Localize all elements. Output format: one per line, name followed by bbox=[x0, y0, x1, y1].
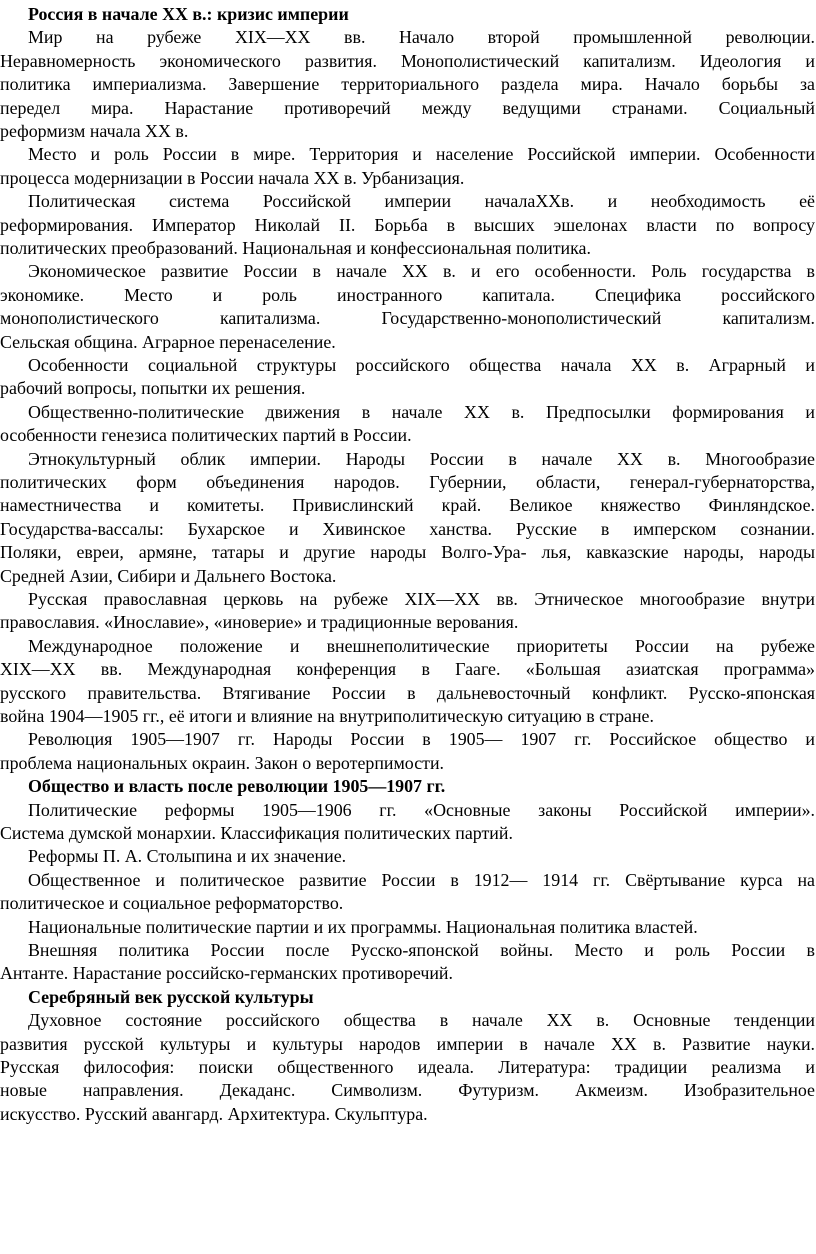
text-line: процесса модернизации в России начала XX в. Урбанизация. bbox=[0, 167, 465, 188]
text-line: монополистического капитализма. Государственно-монополистический капитализм. bbox=[0, 308, 815, 329]
text-line: Национальные политические партии и их программы. Национальная политика властей. bbox=[28, 916, 698, 937]
text-line: рабочий вопросы, попытки их решения. bbox=[0, 378, 306, 399]
text-line: Общественно-политические движения в начале XX в. Предпосылки формирования и bbox=[28, 401, 815, 422]
text-line: политических форм объединения народов. Губернии, области, генерал-губернаторства, bbox=[0, 472, 815, 492]
text-line: Русская философия: поиски общественного идеала. Литература: традиции реализма и bbox=[0, 1057, 815, 1077]
text-line: Мир на рубеже XIX—XX вв. Начало второй промышленной революции. bbox=[28, 27, 815, 48]
text-line: политика империализма. Завершение территориального раздела мира. Начало борьбы за bbox=[0, 74, 815, 95]
text-line: реформизм начала XX в. bbox=[0, 121, 189, 141]
text-line: Система думской монархии. Классификация политических партий. bbox=[0, 823, 513, 843]
text-line: искусство. Русский авангард. Архитектура. Скульптура. bbox=[0, 1103, 428, 1124]
text-line: экономике. Место и роль иностранного капитала. Специфика российского bbox=[0, 284, 815, 305]
text-line: Реформы П. А. Столыпина и их значение. bbox=[28, 846, 347, 867]
section-heading: Серебряный век русской культуры bbox=[28, 986, 314, 1007]
text-line: Антанте. Нарастание российско-германских противоречий. bbox=[0, 963, 453, 984]
text-line: особенности генезиса политических партий в России. bbox=[0, 425, 412, 446]
text-line: развития русской культуры и культуры народов империи в начале XX в. Развитие науки. bbox=[0, 1033, 815, 1054]
text-line: наместничества и комитеты. Привислинский край. Великое княжество Финляндское. bbox=[0, 495, 815, 516]
section-heading: Общество и власть после революции 1905—1907 гг. bbox=[28, 776, 446, 797]
text-line: проблема национальных окраин. Закон о веротерпимости. bbox=[0, 752, 445, 773]
text-line: XIX—XX вв. Международная конференция в Гааге. «Большая азиатская программа» bbox=[0, 659, 815, 680]
text-line: Этнокультурный облик империи. Народы России в начале XX в. Многообразие bbox=[28, 448, 815, 469]
text-line: Особенности социальной структуры российского общества начала XX в. Аграрный и bbox=[28, 355, 815, 375]
text-line: Международное положение и внешнеполитические приоритеты России на рубеже bbox=[28, 635, 815, 656]
text-line: Сельская община. Аграрное перенаселение. bbox=[0, 331, 336, 352]
text-line: русского правительства. Втягивание России в дальневосточный конфликт. Русско-японская bbox=[0, 682, 815, 703]
text-line: Русская православная церковь на рубеже XIX—XX вв. Этническое многообразие внутри bbox=[28, 589, 815, 609]
text-line: новые направления. Декаданс. Символизм. Футуризм. Акмеизм. Изобразительное bbox=[0, 1080, 815, 1101]
text-line: передел мира. Нарастание противоречий между ведущими странами. Социальный bbox=[0, 97, 815, 118]
text-line: Государства-вассалы: Бухарское и Хивинское ханства. Русские в имперском сознании. bbox=[0, 518, 815, 539]
text-line: Внешняя политика России после Русско-японской войны. Место и роль России в bbox=[28, 940, 815, 960]
text-line: политических преобразований. Национальная и конфессиональная политика. bbox=[0, 238, 591, 258]
text-line: Духовное состояние российского общества в начале XX в. Основные тенденции bbox=[28, 1010, 815, 1031]
text-line: реформирования. Император Николай II. Борьба в высших эшелонах власти по вопросу bbox=[0, 214, 815, 235]
text-line: Неравномерность экономического развития. Монополистический капитализм. Идеология и bbox=[0, 50, 815, 71]
text-line: Поляки, евреи, армяне, татары и другие народы Волго-Ура- лья, кавказские народы, народы bbox=[0, 542, 815, 563]
text-line: Революция 1905—1907 гг. Народы России в 1905— 1907 гг. Российское общество и bbox=[28, 729, 815, 750]
text-line: война 1904—1905 гг., её итоги и влияние на внутриполитическую ситуацию в стране. bbox=[0, 706, 654, 726]
section-heading: Россия в начале XX в.: кризис империи bbox=[28, 4, 349, 24]
text-line: Место и роль России в мире. Территория и население Российской империи. Особенности bbox=[28, 144, 815, 165]
text-line: политическое и социальное реформаторство. bbox=[0, 893, 344, 914]
text-line: Экономическое развитие России в начале XX в. и его особенности. Роль государства в bbox=[28, 261, 815, 282]
text-line: православия. «Инославие», «иноверие» и традиционные верования. bbox=[0, 612, 519, 633]
text-line: Средней Азии, Сибири и Дальнего Востока. bbox=[0, 565, 337, 586]
text-line: Политическая система Российской империи началаXXв. и необходимость её bbox=[28, 191, 815, 212]
text-line: Общественное и политическое развитие России в 1912— 1914 гг. Свёртывание курса на bbox=[28, 869, 815, 890]
text-line: Политические реформы 1905—1906 гг. «Основные законы Российской империи». bbox=[28, 799, 815, 820]
